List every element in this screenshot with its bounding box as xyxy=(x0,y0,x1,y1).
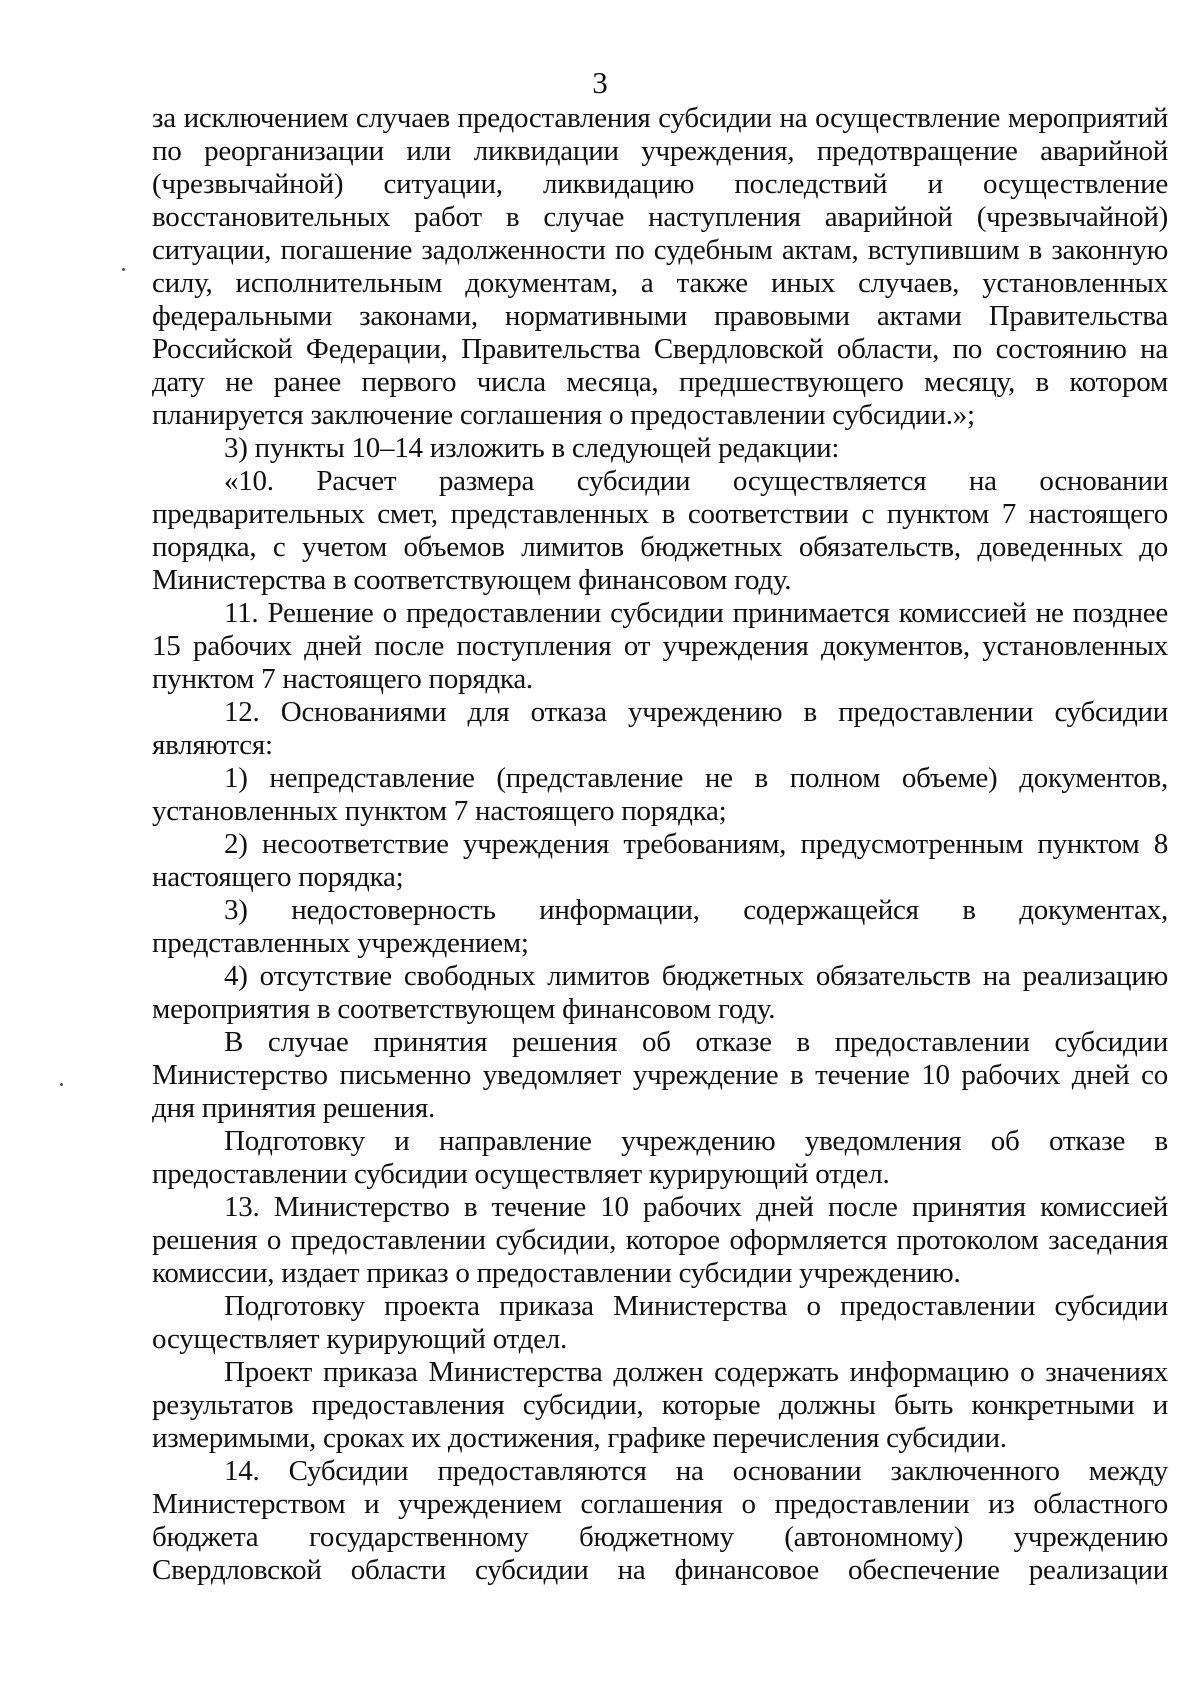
paragraph-refusal-preparation: Подготовку и направление учреждению уведомления об отказе в предоставлении субсидии осуществляет курирующий отдел. xyxy=(152,1125,1168,1190)
paragraph-subitem-2: 2) несоответствие учреждения требованиям, предусмотренным пунктом 8 настоящего порядка; xyxy=(152,828,1168,893)
scan-speck xyxy=(60,1083,63,1086)
paragraph-point-13: 13. Министерство в течение 10 рабочих дней после принятия комиссией решения о предоставлении субсидии, которое оформляется протоколом заседания комиссии, издает приказ о предоставлении субсидии учреждению. xyxy=(152,1191,1168,1289)
paragraph-subitem-4: 4) отсутствие свободных лимитов бюджетных обязательств на реализацию мероприятия в соответствующем финансовом году. xyxy=(152,960,1168,1025)
paragraph-point-14: 14. Субсидии предоставляются на основании заключенного между Министерством и учреждением соглашения о предоставлении из областного бюджета государственному бюджетному (автономному) учреждению Свердловской области субсидии на финансовое обеспечение реализации xyxy=(152,1455,1168,1586)
page-number: 3 xyxy=(592,65,608,100)
paragraph-order-preparation: Подготовку проекта приказа Министерства о предоставлении субсидии осуществляет курирующий отдел. xyxy=(152,1290,1168,1355)
paragraph-point-10: «10. Расчет размера субсидии осуществляется на основании предварительных смет, представленных в соответствии с пунктом 7 настоящего порядка, с учетом объемов лимитов бюджетных обязательств, доведенных до Министерства в соответствующем финансовом году. xyxy=(152,465,1168,596)
paragraph-order-content: Проект приказа Министерства должен содержать информацию о значениях результатов предоставления субсидии, которые должны быть конкретными и измеримыми, сроках их достижения, графике перечисления субсидии. xyxy=(152,1356,1168,1454)
paragraph-point-11: 11. Решение о предоставлении субсидии принимается комиссией не позднее 15 рабочих дней после поступления от учреждения документов, установленных пунктом 7 настоящего порядка. xyxy=(152,597,1168,695)
paragraph-refusal-notice: В случае принятия решения об отказе в предоставлении субсидии Министерство письменно уведомляет учреждение в течение 10 рабочих дней со дня принятия решения. xyxy=(152,1026,1168,1124)
document-body xyxy=(152,102,1168,1587)
paragraph-point-12: 12. Основаниями для отказа учреждению в предоставлении субсидии являются: xyxy=(152,696,1168,761)
paragraph-subitem-1: 1) непредставление (представление не в полном объеме) документов, установленных пунктом 7 настоящего порядка; xyxy=(152,762,1168,827)
paragraph-item-3: 3) пункты 10–14 изложить в следующей редакции: xyxy=(224,432,840,464)
scan-speck xyxy=(122,268,125,271)
paragraph-subitem-3: 3) недостоверность информации, содержащейся в документах, представленных учреждением; xyxy=(152,894,1168,959)
paragraph-continuation: за исключением случаев предоставления субсидии на осуществление мероприятий по реорганизации или ликвидации учреждения, предотвращение аварийной (чрезвычайной) ситуации, ликвидацию последствий и осуществление восстановительных работ в случае наступления аварийной (чрезвычайной) ситуации, погашение задолженности по судебным актам, вступившим в законную силу, исполнительным документам, а также иных случаев, установленных федеральными законами, нормативными правовыми актами Правительства Российской Федерации, Правительства Свердловской области, по состоянию на дату не ранее первого числа месяца, предшествующего месяцу, в котором планируется заключение соглашения о предоставлении субсидии.»; xyxy=(152,102,1168,431)
